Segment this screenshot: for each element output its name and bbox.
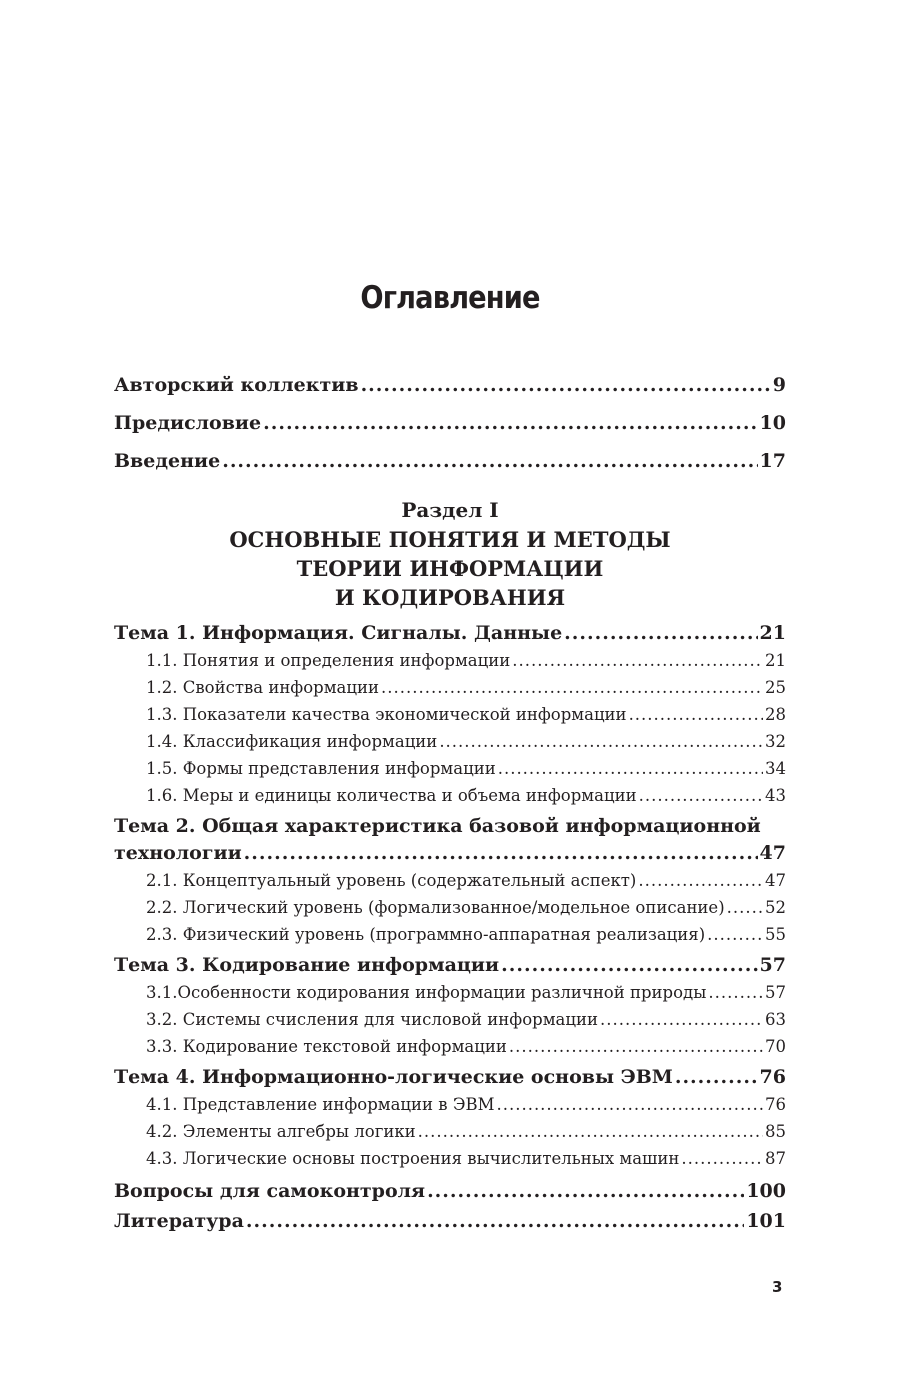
toc-entry-page: 10 — [759, 412, 786, 434]
toc-entry-label: 1.2. Свойства информации — [146, 678, 379, 697]
toc-entry-label: 1.4. Классификация информации — [146, 732, 438, 751]
toc-entry-label: 1.1. Понятия и определения информации — [146, 651, 511, 670]
dot-leader — [418, 1118, 763, 1145]
toc-entry-page: 21 — [765, 651, 786, 670]
toc-entry-label: Тема 4. Информационно-логические основы ЭВМ — [114, 1066, 673, 1088]
toc-entry-label: 3.1.Особенности кодирования информации различной природы — [146, 983, 707, 1002]
toc-entry-page: 76 — [765, 1095, 786, 1114]
section-title-line: И КОДИРОВАНИЯ — [334, 585, 566, 610]
toc-subentry[interactable] — [114, 674, 786, 701]
section-title-line: ОСНОВНЫЕ ПОНЯТИЯ И МЕТОДЫ — [229, 527, 671, 552]
toc-entry-preface[interactable] — [114, 408, 786, 446]
dot-leader — [708, 979, 763, 1006]
dot-leader — [675, 1064, 758, 1091]
toc-entry-introduction[interactable] — [114, 446, 786, 484]
toc-subentry[interactable] — [114, 782, 786, 809]
toc-entry-page: 100 — [746, 1180, 786, 1202]
toc-entry-topic-2[interactable] — [114, 840, 786, 867]
dot-leader — [381, 674, 763, 701]
toc-entry-page: 87 — [765, 1149, 786, 1168]
dot-leader — [246, 1206, 744, 1236]
toc-subentry[interactable] — [114, 979, 786, 1006]
toc-entry-label: 1.5. Формы представления информации — [146, 759, 496, 778]
dot-leader — [244, 840, 758, 867]
toc-entry-literature[interactable] — [114, 1206, 786, 1236]
toc-entry-label: Вопросы для самоконтроля — [114, 1180, 426, 1202]
toc-entry-label: 4.2. Элементы алгебры логики — [146, 1122, 416, 1141]
toc-entry-page: 34 — [765, 759, 786, 778]
toc-entry-page: 47 — [765, 871, 786, 890]
toc-entry-page: 43 — [765, 786, 786, 805]
toc-subentry[interactable] — [114, 701, 786, 728]
section-number: Раздел I — [401, 498, 499, 522]
toc-entry-label: 1.3. Показатели качества экономической информации — [146, 705, 627, 724]
toc-entry-label: Литература — [114, 1210, 244, 1232]
dot-leader — [564, 620, 757, 647]
table-of-contents — [114, 370, 786, 1236]
toc-entry-label: 4.1. Представление информации в ЭВМ — [146, 1095, 495, 1114]
toc-entry-label: 4.3. Логические основы построения вычислительных машин — [146, 1149, 680, 1168]
toc-entry-page: 52 — [765, 898, 786, 917]
toc-entry-page: 70 — [765, 1037, 786, 1056]
section-heading — [114, 496, 786, 612]
toc-subentry[interactable] — [114, 1006, 786, 1033]
toc-entry-label: технологии — [114, 842, 242, 864]
dot-leader — [509, 1033, 763, 1060]
section-title-line: ТЕОРИИ ИНФОРМАЦИИ — [296, 556, 604, 581]
toc-subentry[interactable] — [114, 1118, 786, 1145]
toc-entry-page: 57 — [759, 954, 786, 976]
dot-leader — [427, 1176, 744, 1206]
topic-2 — [114, 813, 786, 948]
dot-leader — [498, 755, 763, 782]
toc-entry-label: Тема 3. Кодирование информации — [114, 954, 500, 976]
toc-entry-page: 57 — [765, 983, 786, 1002]
toc-subentry[interactable] — [114, 894, 786, 921]
toc-entry-label: Введение — [114, 450, 221, 472]
toc-entry-label: 2.3. Физический уровень (программно-аппаратная реализация) — [146, 925, 706, 944]
toc-entry-questions[interactable] — [114, 1176, 786, 1206]
toc-entry-label: 1.6. Меры и единицы количества и объема информации — [146, 786, 637, 805]
toc-entry-page: 47 — [759, 842, 786, 864]
dot-leader — [496, 1091, 763, 1118]
dot-leader — [629, 701, 763, 728]
toc-entry-page: 17 — [759, 450, 786, 472]
dot-leader — [638, 867, 763, 894]
toc-entry-page: 63 — [765, 1010, 786, 1029]
topic-3 — [114, 952, 786, 1060]
toc-entry-page: 21 — [759, 622, 786, 644]
toc-entry-page: 25 — [765, 678, 786, 697]
toc-subentry[interactable] — [114, 1091, 786, 1118]
toc-entry-label: Тема 1. Информация. Сигналы. Данные — [114, 622, 563, 644]
page-title: Оглавление — [360, 280, 540, 316]
toc-entry-label: 3.2. Системы счисления для числовой информации — [146, 1010, 598, 1029]
dot-leader — [600, 1006, 763, 1033]
dot-leader — [512, 647, 763, 674]
toc-entry-topic-3[interactable] — [114, 952, 786, 979]
dot-leader — [222, 446, 757, 476]
topic-4 — [114, 1064, 786, 1172]
toc-entry-authors[interactable] — [114, 370, 786, 408]
toc-entry-label: 2.1. Концептуальный уровень (содержательный аспект) — [146, 871, 637, 890]
front-matter — [114, 370, 786, 484]
toc-subentry[interactable] — [114, 921, 786, 948]
toc-entry-label: 3.3. Кодирование текстовой информации — [146, 1037, 507, 1056]
toc-entry-page: 9 — [772, 374, 786, 396]
page-number: 3 — [772, 1278, 783, 1296]
back-matter — [114, 1176, 786, 1236]
toc-subentry[interactable] — [114, 1033, 786, 1060]
toc-entry-page: 28 — [765, 705, 786, 724]
toc-subentry[interactable] — [114, 647, 786, 674]
toc-entry-page: 32 — [765, 732, 786, 751]
dot-leader — [727, 894, 763, 921]
dot-leader — [439, 728, 763, 755]
toc-entry-topic-4[interactable] — [114, 1064, 786, 1091]
toc-subentry[interactable] — [114, 755, 786, 782]
toc-entry-label-line[interactable]: Тема 2. Общая характеристика базовой информационной — [114, 815, 761, 837]
toc-subentry[interactable] — [114, 1145, 786, 1172]
toc-subentry[interactable] — [114, 867, 786, 894]
toc-entry-page: 85 — [765, 1122, 786, 1141]
dot-leader — [501, 952, 757, 979]
toc-entry-page: 55 — [765, 925, 786, 944]
toc-subentry[interactable] — [114, 728, 786, 755]
dot-leader — [263, 408, 757, 438]
toc-entry-page: 101 — [746, 1210, 786, 1232]
dot-leader — [361, 370, 771, 400]
dot-leader — [639, 782, 763, 809]
toc-entry-page: 76 — [759, 1066, 786, 1088]
toc-entry-label: 2.2. Логический уровень (формализованное/модельное описание) — [146, 898, 725, 917]
dot-leader — [681, 1145, 763, 1172]
toc-entry-label: Авторский коллектив — [114, 374, 359, 396]
dot-leader — [707, 921, 763, 948]
toc-entry-topic-1[interactable] — [114, 620, 786, 647]
topic-1 — [114, 620, 786, 809]
toc-entry-label: Предисловие — [114, 412, 262, 434]
